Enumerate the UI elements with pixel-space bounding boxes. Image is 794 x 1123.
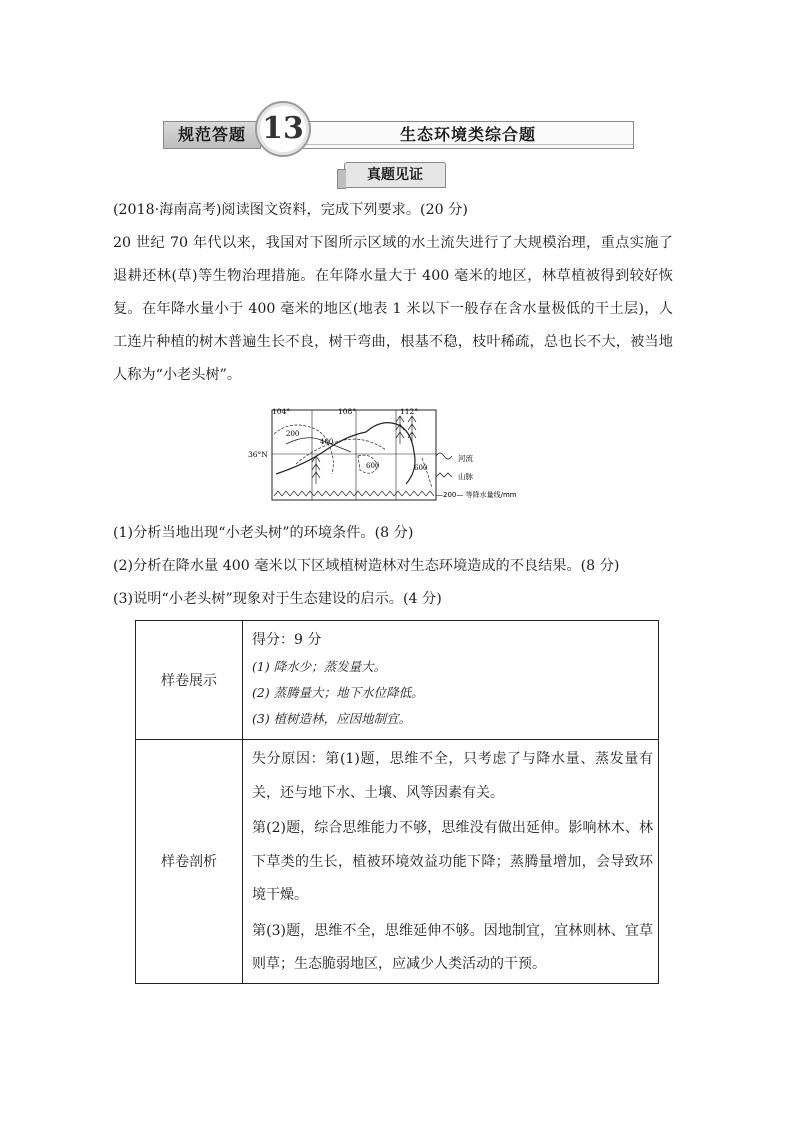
isohyet-200 [274,425,333,474]
mountain-symbols [274,416,434,496]
handwritten-line-2: (2) 蒸腾量大；地下水位降低。 [252,685,424,700]
isohyet-600b [422,458,432,488]
analysis-para-2: 第(2)题，综合思维能力不够，思维没有做出延伸。影响林木、林下草类的生长，植被环境效益功能下降；蒸腾量增加，会导致环境干燥。 [252,820,653,903]
legend-mountain-icon [436,473,452,477]
banner-label: 规范答题 [163,121,261,149]
table-row [136,740,659,984]
map-frame [272,410,436,500]
analysis-para-1: 失分原因：第(1)题，思维不全，只考虑了与降水量、蒸发量有关，还与地下水、土壤、风等因素有关。 [252,751,653,801]
answer-table [135,620,659,984]
sub-question-3: (3)说明“小老头树”现象对于生态建设的启示。(4 分) [113,591,442,607]
question-body: 20 世纪 70 年代以来，我国对下图所示区域的水土流失进行了大规模治理，重点实施了退耕还林(草)等生物治理措施。在年降水量大于 400 毫米的地区，林草植被得到较好恢复。在年降水量小于 400 毫米的地区(地表 1 米以下一般存在含水量极低的干土层)，人工连片种植的树木普遍生长不良，树干弯曲，根基不稳，枝叶稀疏，总也长不大，被当地人称为“小老头树”。 [113,235,673,383]
sub-question-2: (2)分析在降水量 400 毫米以下区域植树造林对生态环境造成的不良结果。(8 分) [113,558,620,574]
question-source: (2018·海南高考)阅读图文资料，完成下列要求。(20 分) [113,202,468,218]
analysis-cell [243,740,659,984]
isohyet-label-600a: 600 [366,462,380,470]
lon-label-104: 104° [272,407,291,416]
score-text: 得分：9 分 [252,632,322,648]
row-head-analysis: 样卷剖析 [136,740,243,984]
section-banner [163,97,635,153]
handwritten-line-3: (3) 植树造林，应因地制宜。 [252,711,412,726]
analysis-para-3: 第(3)题，思维不全，思维延伸不够。因地制宜，宜林则林、宜草则草；生态脆弱地区，应减少人类活动的干预。 [252,922,653,972]
banner-title: 生态环境类综合题 [303,121,634,149]
sample-cell [243,621,659,740]
legend-river-label: 河流 [458,454,473,463]
section-subtitle: 真题见证 [344,162,446,188]
lat-label-36n: 36°N [248,450,268,459]
banner-number-badge: 13 [255,101,311,157]
isohyet-label-400: 400 [320,438,334,446]
table-row [136,621,659,740]
isohyet-label-600b: 600 [414,464,428,472]
isohyet-label-200: 200 [286,430,300,438]
legend-river-icon [436,453,452,459]
legend-isohyet-label: —200— 等降水量线/mm [436,491,517,499]
handwritten-line-1: (1) 降水少；蒸发量大。 [252,659,387,674]
lon-label-112: 112° [400,407,419,416]
legend-mountain-label: 山脉 [458,472,473,481]
region-map [246,404,546,504]
row-head-sample: 样卷展示 [136,621,243,740]
lon-label-108: 108° [338,407,357,416]
sub-question-1: (1)分析当地出现“小老头树”的环境条件。(8 分) [113,525,414,541]
